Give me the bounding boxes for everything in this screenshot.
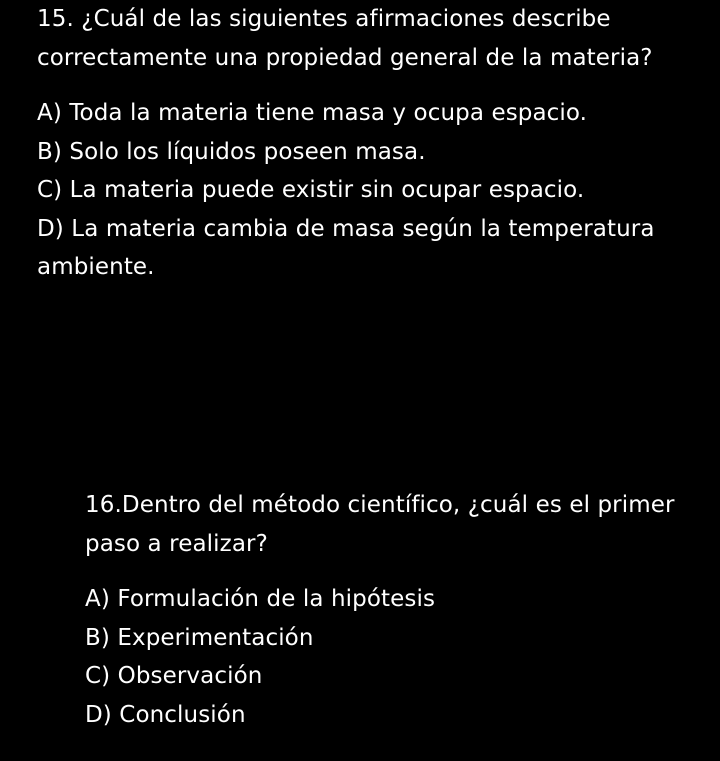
question-16-option-a: A) Formulación de la hipótesis [85, 586, 436, 612]
question-16-options [85, 580, 715, 734]
question-15-option-a: A) Toda la materia tiene masa y ocupa espacio. [37, 100, 588, 126]
question-16-option-b: B) Experimentación [85, 624, 314, 651]
question-15-option-b: B) Solo los líquidos poseen masa. [37, 138, 426, 165]
question-15 [37, 0, 717, 287]
question-16-stem: 16.Dentro del método científico, ¿cuál es el primer paso a realizar? [85, 492, 675, 557]
question-15-options [37, 94, 717, 287]
question-15-option-d: D) La materia cambia de masa según la temperatura ambiente. [37, 215, 655, 280]
question-15-stem: 15. ¿Cuál de las siguientes afirmaciones describe correctamente una propiedad general de la materia? [37, 6, 653, 71]
question-16-option-c: C) Observación [85, 663, 263, 689]
question-16-option-d: D) Conclusión [85, 701, 246, 728]
question-15-option-c: C) La materia puede existir sin ocupar espacio. [37, 177, 585, 203]
question-16 [85, 486, 715, 734]
